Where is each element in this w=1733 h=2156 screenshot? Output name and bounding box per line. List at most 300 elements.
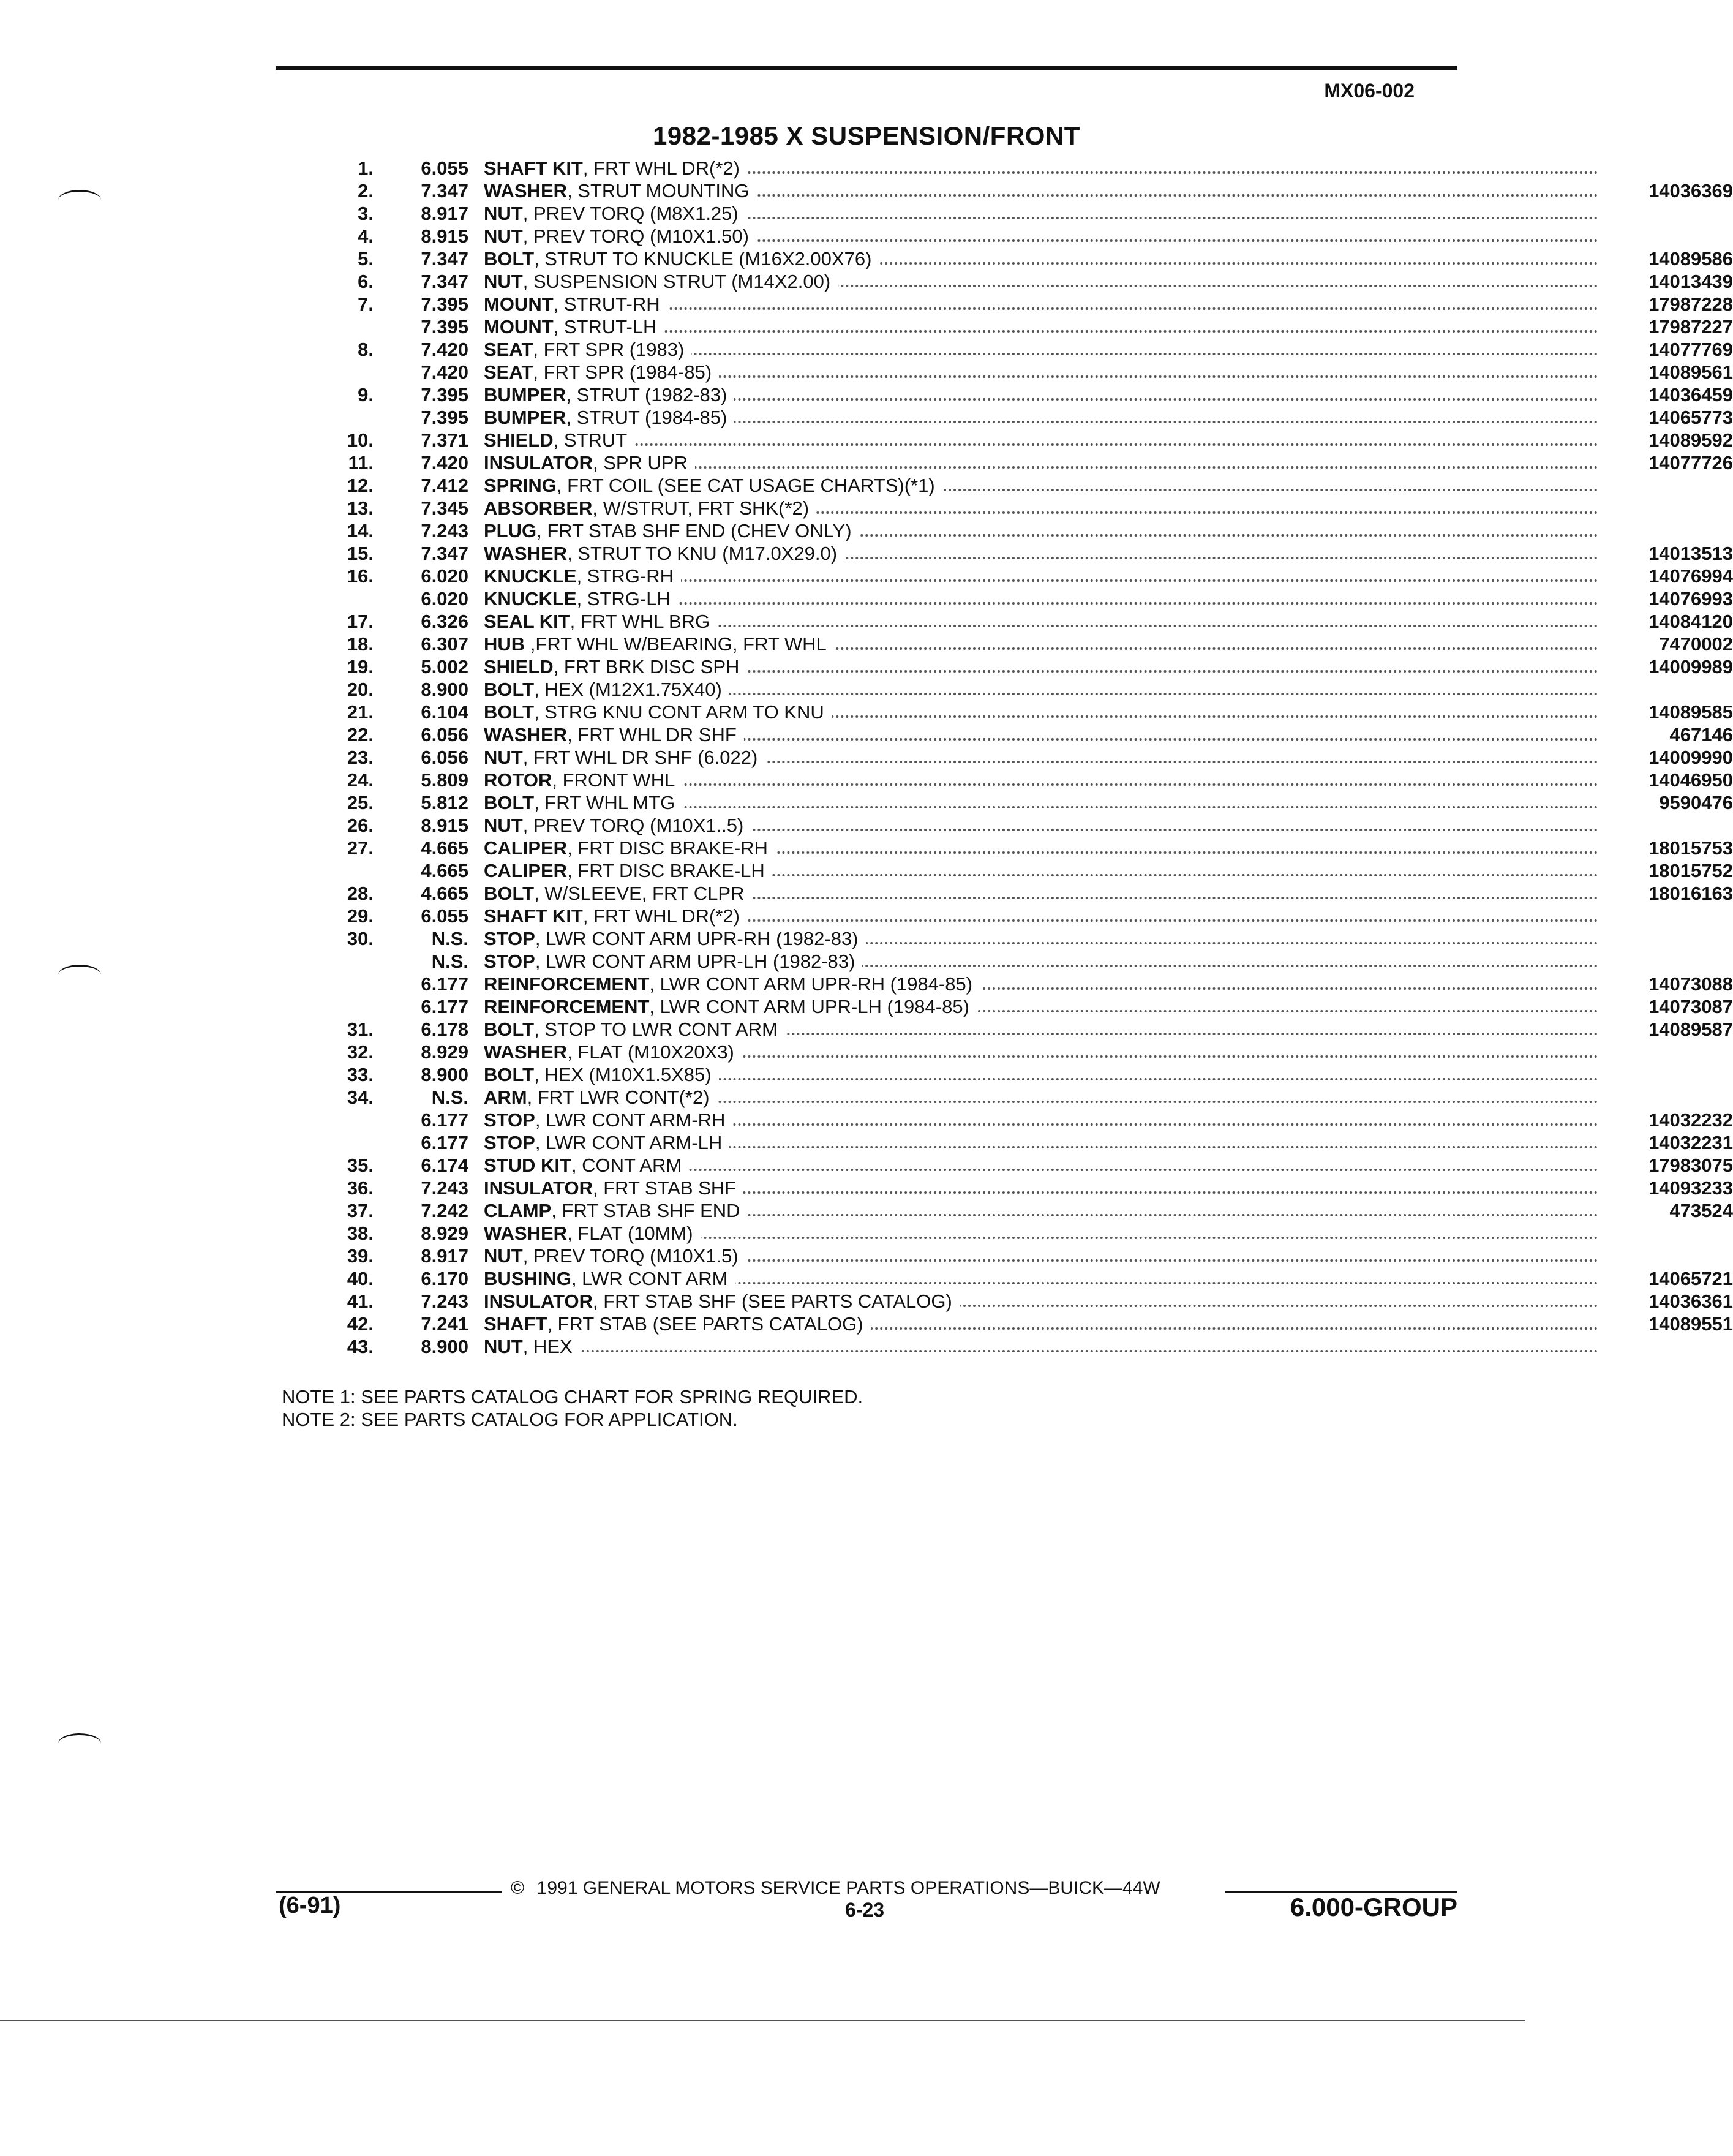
part-detail: , PREV TORQ (M10X1.5) <box>522 1245 739 1267</box>
part-detail: , LWR CONT ARM-LH <box>535 1132 723 1153</box>
part-name: REINFORCEMENT <box>484 996 650 1017</box>
item-number: 28. <box>347 883 374 904</box>
part-row <box>276 905 1457 927</box>
part-row <box>276 157 1457 179</box>
part-row <box>276 1109 1733 1131</box>
group-number: 7.420 <box>421 452 468 473</box>
group-number: 6.056 <box>421 747 468 768</box>
part-name: CALIPER <box>484 860 568 881</box>
group-number: 6.055 <box>421 905 468 927</box>
part-row <box>276 814 1457 837</box>
group-number: 7.347 <box>421 180 468 202</box>
group-number: 7.241 <box>421 1313 468 1335</box>
page-number: 6-23 <box>845 1899 885 1921</box>
part-name: KNUCKLE <box>484 565 577 587</box>
part-name: SHIELD <box>484 656 554 677</box>
part-detail: , FRT BRK DISC SPH <box>553 656 740 677</box>
part-detail: , W/STRUT, FRT SHK(*2) <box>592 497 810 519</box>
group-number: 7.345 <box>421 497 468 519</box>
part-name: BOLT <box>484 248 535 270</box>
group-number: 7.347 <box>421 543 468 564</box>
part-description <box>484 519 859 542</box>
group-number: 7.243 <box>421 1177 468 1199</box>
group-number: 6.177 <box>421 973 468 995</box>
part-detail: , FRT STAB SHF END <box>551 1200 740 1221</box>
part-detail: , HEX <box>522 1336 573 1357</box>
group-number: 6.326 <box>421 611 468 632</box>
part-detail: , LWR CONT ARM UPR-LH (1982-83) <box>535 951 855 972</box>
part-number: 14084120 <box>1601 610 1733 633</box>
part-name: STOP <box>484 1132 535 1153</box>
part-name: SHAFT <box>484 1313 547 1335</box>
doc-code: MX06-002 <box>1324 80 1415 102</box>
part-description <box>484 655 746 678</box>
group-number: N.S. <box>431 928 468 949</box>
part-row <box>276 1086 1457 1109</box>
part-description <box>484 1018 785 1041</box>
part-name: CLAMP <box>484 1200 552 1221</box>
part-description <box>484 859 772 882</box>
part-detail: , STRG-RH <box>576 565 674 587</box>
part-row <box>276 1313 1733 1335</box>
part-detail: , STRUT-LH <box>553 316 657 337</box>
top-rule <box>276 66 1457 70</box>
part-detail: , FLAT (10MM) <box>567 1223 693 1244</box>
part-description <box>484 905 747 927</box>
part-row <box>276 519 1457 542</box>
item-number: 7. <box>358 293 374 315</box>
part-description <box>484 769 682 791</box>
item-number: 16. <box>347 565 374 587</box>
part-row <box>276 451 1733 474</box>
item-number: 13. <box>347 497 374 519</box>
part-row <box>276 474 1457 497</box>
part-number: 14009989 <box>1601 655 1733 678</box>
part-number: 14089561 <box>1601 361 1733 383</box>
part-row <box>276 610 1733 633</box>
part-description <box>484 429 634 451</box>
part-detail: , FRT STAB SHF (SEE PARTS CATALOG) <box>592 1291 952 1312</box>
item-number: 31. <box>347 1019 374 1040</box>
part-name: REINFORCEMENT <box>484 973 650 995</box>
group-number: 7.420 <box>421 361 468 383</box>
part-row <box>276 315 1733 338</box>
item-number: 35. <box>347 1155 374 1176</box>
part-number: 17987228 <box>1601 293 1733 315</box>
part-name: ARM <box>484 1087 527 1108</box>
part-number: 7470002 <box>1601 633 1733 655</box>
bottom-rule <box>0 2020 1525 2021</box>
part-description <box>484 361 719 383</box>
part-detail: , PREV TORQ (M10X1..5) <box>522 815 744 836</box>
part-number: 14046950 <box>1601 769 1733 791</box>
item-number: 34. <box>347 1087 374 1108</box>
part-row <box>276 723 1733 746</box>
part-row <box>276 633 1733 655</box>
part-description <box>484 1290 960 1313</box>
group-number: 8.900 <box>421 679 468 700</box>
item-number: 24. <box>347 769 374 791</box>
footer-group: 6.000-GROUP <box>1290 1893 1457 1921</box>
part-description <box>484 315 664 338</box>
part-name: CALIPER <box>484 837 568 859</box>
part-name: NUT <box>484 225 523 247</box>
item-number: 11. <box>348 452 374 473</box>
part-detail: , FRT STAB (SEE PARTS CATALOG) <box>547 1313 863 1335</box>
part-description <box>484 406 734 429</box>
part-number: 14036459 <box>1601 383 1733 406</box>
part-description <box>484 451 695 474</box>
item-number: 9. <box>358 384 374 405</box>
group-number: 6.177 <box>421 1109 468 1131</box>
part-description <box>484 1086 717 1109</box>
part-name: ROTOR <box>484 769 552 791</box>
part-description <box>484 225 756 247</box>
item-number: 26. <box>347 815 374 836</box>
part-description <box>484 157 747 179</box>
part-detail: , CONT ARM <box>571 1155 682 1176</box>
part-detail: , FRT STAB SHF END (CHEV ONLY) <box>536 520 852 541</box>
part-row <box>276 1199 1733 1222</box>
part-description <box>484 497 816 519</box>
part-name: WASHER <box>484 543 568 564</box>
part-name: STUD KIT <box>484 1155 571 1176</box>
part-description <box>484 202 746 225</box>
part-number: 14065773 <box>1601 406 1733 429</box>
part-name: ABSORBER <box>484 497 593 519</box>
part-detail: , LWR CONT ARM UPR-RH (1984-85) <box>649 973 973 995</box>
part-description <box>484 1267 735 1290</box>
part-detail: , STRUT (1984-85) <box>566 407 727 428</box>
part-name: SHIELD <box>484 429 554 451</box>
part-row <box>276 1177 1733 1199</box>
part-number: 14089585 <box>1601 701 1733 723</box>
part-name: STOP <box>484 928 535 949</box>
part-row <box>276 565 1733 587</box>
group-number: 8.900 <box>421 1064 468 1085</box>
part-number: 467146 <box>1601 723 1733 746</box>
part-description <box>484 1041 742 1063</box>
part-row <box>276 338 1733 361</box>
part-number: 18015753 <box>1601 837 1733 859</box>
part-detail: , STRUT MOUNTING <box>567 180 750 202</box>
parts-list <box>276 157 1733 1358</box>
footer-date: (6-91) <box>279 1893 341 1918</box>
part-description <box>484 1063 719 1086</box>
group-number: 6.177 <box>421 996 468 1017</box>
item-number: 36. <box>347 1177 374 1199</box>
part-row <box>276 791 1733 814</box>
item-number: 32. <box>347 1041 374 1063</box>
part-description <box>484 1335 580 1358</box>
part-name: BOLT <box>484 1064 535 1085</box>
item-number: 6. <box>358 271 374 292</box>
group-number: 6.174 <box>421 1155 468 1176</box>
part-description <box>484 610 717 633</box>
part-name: SEAL KIT <box>484 611 570 632</box>
part-row <box>276 1245 1457 1267</box>
part-description <box>484 791 682 814</box>
part-row <box>276 202 1457 225</box>
item-number: 10. <box>347 429 374 451</box>
item-number: 15. <box>347 543 374 564</box>
group-number: 5.809 <box>421 769 468 791</box>
part-row <box>276 837 1733 859</box>
group-number: 7.395 <box>421 293 468 315</box>
part-description <box>484 1131 729 1154</box>
part-description <box>484 927 866 950</box>
group-number: 5.002 <box>421 656 468 677</box>
group-number: 6.020 <box>421 588 468 609</box>
part-name: MOUNT <box>484 293 554 315</box>
part-name: WASHER <box>484 180 568 202</box>
part-detail: , W/SLEEVE, FRT CLPR <box>534 883 745 904</box>
group-number: 7.347 <box>421 271 468 292</box>
part-row <box>276 429 1733 451</box>
part-number: 14076994 <box>1601 565 1733 587</box>
group-number: 4.665 <box>421 883 468 904</box>
part-name: PLUG <box>484 520 537 541</box>
part-detail: , STRUT <box>553 429 628 451</box>
item-number: 19. <box>347 656 374 677</box>
item-number: 40. <box>347 1268 374 1289</box>
part-name: WASHER <box>484 724 568 745</box>
part-detail: , LWR CONT ARM-RH <box>535 1109 726 1131</box>
part-detail: , STRUT TO KNUCKLE (M16X2.00X76) <box>534 248 872 270</box>
part-detail: , STRUT (1982-83) <box>566 384 727 405</box>
group-number: N.S. <box>431 951 468 972</box>
part-detail: , FRT WHL DR SHF <box>567 724 737 745</box>
part-name: SEAT <box>484 339 533 360</box>
part-detail: , STOP TO LWR CONT ARM <box>534 1019 778 1040</box>
part-description <box>484 995 977 1018</box>
part-row <box>276 247 1733 270</box>
item-number: 29. <box>347 905 374 927</box>
group-number: 6.178 <box>421 1019 468 1040</box>
part-detail: , FRT WHL DR(*2) <box>582 157 740 179</box>
group-number: 6.177 <box>421 1132 468 1153</box>
part-description <box>484 338 691 361</box>
part-description <box>484 1154 689 1177</box>
item-number: 18. <box>347 633 374 655</box>
part-detail: , SPR UPR <box>592 452 688 473</box>
item-number: 14. <box>347 520 374 541</box>
group-number: 7.242 <box>421 1200 468 1221</box>
dot-leader <box>484 1335 1598 1358</box>
part-number: 14077769 <box>1601 338 1733 361</box>
part-row <box>276 361 1733 383</box>
part-number: 473524 <box>1601 1199 1733 1222</box>
part-row <box>276 995 1733 1018</box>
part-number: 14009990 <box>1601 746 1733 769</box>
part-number: 14076993 <box>1601 587 1733 610</box>
group-number: 5.812 <box>421 792 468 813</box>
part-detail: , STRG-LH <box>576 588 671 609</box>
part-description <box>484 1199 748 1222</box>
part-detail: , PREV TORQ (M8X1.25) <box>522 203 739 224</box>
item-number: 17. <box>347 611 374 632</box>
group-number: 7.347 <box>421 248 468 270</box>
group-number: 4.665 <box>421 860 468 881</box>
part-number: 14032231 <box>1601 1131 1733 1154</box>
part-description <box>484 247 879 270</box>
part-description <box>484 701 832 723</box>
part-name: BOLT <box>484 1019 535 1040</box>
item-number: 3. <box>358 203 374 224</box>
group-number: 7.371 <box>421 429 468 451</box>
part-name: BOLT <box>484 679 535 700</box>
part-row <box>276 950 1457 973</box>
part-name: BOLT <box>484 883 535 904</box>
part-row <box>276 542 1733 565</box>
part-row <box>276 769 1733 791</box>
part-number: 14073088 <box>1601 973 1733 995</box>
part-number: 14036361 <box>1601 1290 1733 1313</box>
part-row <box>276 179 1733 202</box>
part-detail: , LWR CONT ARM UPR-LH (1984-85) <box>649 996 969 1017</box>
part-number: 14036369 <box>1601 179 1733 202</box>
group-number: 6.020 <box>421 565 468 587</box>
part-row <box>276 1063 1457 1086</box>
part-row <box>276 882 1733 905</box>
group-number: 7.243 <box>421 1291 468 1312</box>
part-number: 18016163 <box>1601 882 1733 905</box>
part-number: 14013513 <box>1601 542 1733 565</box>
part-detail: , FRT WHL DR(*2) <box>582 905 740 927</box>
punch-hole-mark <box>58 190 101 210</box>
item-number: 41. <box>347 1291 374 1312</box>
part-description <box>484 746 765 769</box>
item-number: 39. <box>347 1245 374 1267</box>
part-detail: , HEX (M12X1.75X40) <box>534 679 722 700</box>
item-number: 42. <box>347 1313 374 1335</box>
item-number: 4. <box>358 225 374 247</box>
part-description <box>484 270 838 293</box>
part-name: SHAFT KIT <box>484 905 583 927</box>
item-number: 27. <box>347 837 374 859</box>
group-number: 7.395 <box>421 384 468 405</box>
part-number: 14032232 <box>1601 1109 1733 1131</box>
part-number: 14077726 <box>1601 451 1733 474</box>
part-row <box>276 1267 1733 1290</box>
part-number: 9590476 <box>1601 791 1733 814</box>
part-description <box>484 542 844 565</box>
part-description <box>484 1177 743 1199</box>
item-number: 5. <box>358 248 374 270</box>
item-number: 2. <box>358 180 374 202</box>
item-number: 33. <box>347 1064 374 1085</box>
part-detail: , FRT WHL MTG <box>534 792 675 813</box>
part-description <box>484 293 667 315</box>
part-name: BUMPER <box>484 407 566 428</box>
part-name: SEAT <box>484 361 533 383</box>
part-name: NUT <box>484 271 523 292</box>
group-number: 6.170 <box>421 1268 468 1289</box>
part-description <box>484 678 729 701</box>
part-row <box>276 701 1733 723</box>
note-1: NOTE 1: SEE PARTS CATALOG CHART FOR SPRING REQUIRED. <box>282 1386 863 1408</box>
part-detail: , FRT WHL BRG <box>570 611 710 632</box>
part-row <box>276 655 1733 678</box>
part-name: STOP <box>484 1109 535 1131</box>
part-detail: , FRONT WHL <box>552 769 675 791</box>
part-row <box>276 1335 1457 1358</box>
part-name: NUT <box>484 203 523 224</box>
group-number: 6.055 <box>421 157 468 179</box>
part-name: BUMPER <box>484 384 566 405</box>
item-number: 37. <box>347 1200 374 1221</box>
part-name: BOLT <box>484 792 535 813</box>
part-description <box>484 633 834 655</box>
part-detail: , FRT SPR (1983) <box>533 339 685 360</box>
part-detail: , LWR CONT ARM UPR-RH (1982-83) <box>535 928 859 949</box>
part-description <box>484 814 751 837</box>
item-number: 30. <box>347 928 374 949</box>
part-number: 14089551 <box>1601 1313 1733 1335</box>
part-detail: , FRT DISC BRAKE-LH <box>567 860 765 881</box>
copyright-text: 1991 GENERAL MOTORS SERVICE PARTS OPERATIONS—BUICK—44W <box>536 1878 1160 1898</box>
part-number: 14093233 <box>1601 1177 1733 1199</box>
group-number: 8.900 <box>421 1336 468 1357</box>
part-name: KNUCKLE <box>484 588 577 609</box>
group-number: 7.412 <box>421 475 468 496</box>
part-row <box>276 927 1457 950</box>
part-description <box>484 1222 701 1245</box>
copyright-icon: © <box>510 1878 525 1898</box>
part-name: WASHER <box>484 1041 568 1063</box>
part-name: NUT <box>484 815 523 836</box>
part-description <box>484 1109 732 1131</box>
part-row <box>276 406 1733 429</box>
item-number: 43. <box>347 1336 374 1357</box>
part-name: INSULATOR <box>484 452 593 473</box>
group-number: 6.104 <box>421 701 468 723</box>
part-description <box>484 882 751 905</box>
part-detail: , FRT LWR CONT(*2) <box>527 1087 710 1108</box>
item-number: 20. <box>347 679 374 700</box>
part-number: 18015752 <box>1601 859 1733 882</box>
part-detail: , HEX (M10X1.5X85) <box>534 1064 712 1085</box>
part-row <box>276 1018 1733 1041</box>
part-detail: , PREV TORQ (M10X1.50) <box>522 225 749 247</box>
part-description <box>484 1313 871 1335</box>
part-row <box>276 270 1733 293</box>
item-number: 38. <box>347 1223 374 1244</box>
part-name: NUT <box>484 1245 523 1267</box>
part-row <box>276 383 1733 406</box>
part-detail: , STRUT TO KNU (M17.0X29.0) <box>567 543 838 564</box>
part-name: HUB <box>484 633 525 655</box>
part-description <box>484 383 734 406</box>
item-number: 25. <box>347 792 374 813</box>
part-number: 14089587 <box>1601 1018 1733 1041</box>
group-number: 8.917 <box>421 1245 468 1267</box>
part-detail: , LWR CONT ARM <box>571 1268 728 1289</box>
part-description <box>484 587 678 610</box>
group-number: 8.929 <box>421 1041 468 1063</box>
copyright <box>508 1878 1160 1899</box>
group-number: 8.917 <box>421 203 468 224</box>
part-row <box>276 587 1733 610</box>
part-description <box>484 723 744 746</box>
part-name: SPRING <box>484 475 557 496</box>
part-name: BOLT <box>484 701 535 723</box>
part-detail: , FRT STAB SHF <box>592 1177 737 1199</box>
part-row <box>276 973 1733 995</box>
part-row <box>276 1041 1457 1063</box>
note-2: NOTE 2: SEE PARTS CATALOG FOR APPLICATION. <box>282 1409 738 1430</box>
part-name: STOP <box>484 951 535 972</box>
